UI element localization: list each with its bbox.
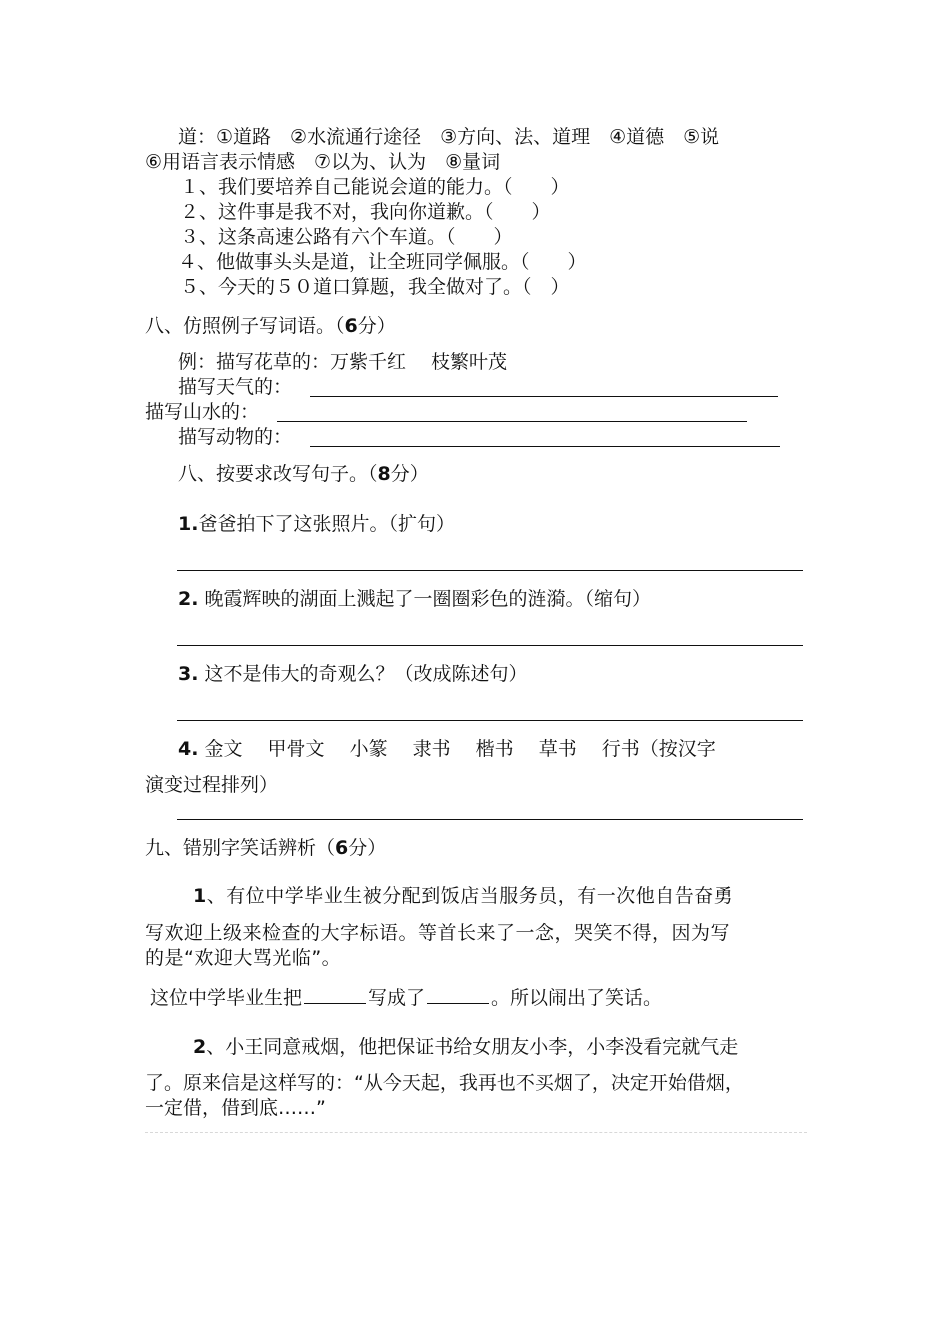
- answer-line-weather[interactable]: [310, 396, 778, 397]
- dao-item-1: １、我们要培养自己能说会道的能力。（ ）: [180, 176, 570, 198]
- question-2: 2. 晚霞辉映的湖面上溅起了一圈圈彩色的涟漪。（缩句）: [178, 588, 651, 610]
- joke-2-line3: 一定借，借到底……”: [145, 1097, 326, 1119]
- section-8b-title: 八、按要求改写句子。（8分）: [178, 463, 429, 485]
- dao-item-2: ２、这件事是我不对，我向你道歉。（ ）: [180, 201, 551, 223]
- joke-1-line1: 1、有位中学毕业生被分配到饭店当服务员，有一次他自告奋勇: [193, 885, 734, 907]
- answer-line-landscape[interactable]: [277, 421, 747, 422]
- answer-line-q3[interactable]: [177, 720, 803, 721]
- dao-item-5: ５、今天的５０道口算题，我全做对了。（ ）: [180, 276, 570, 298]
- answer-line-q2[interactable]: [177, 645, 803, 646]
- joke-1-line3: 的是“欢迎大骂光临”。: [145, 947, 342, 969]
- joke-1-line2: 写欢迎上级来检查的大字标语。等首长来了一念，哭笑不得，因为写: [145, 922, 731, 944]
- page-divider: [145, 1132, 807, 1133]
- prompt-weather: 描写天气的：: [178, 376, 293, 398]
- dao-definitions-line2: ⑥用语言表示情感 ⑦以为、认为 ⑧量词: [145, 151, 501, 173]
- answer-line-animals[interactable]: [310, 446, 780, 447]
- prompt-landscape: 描写山水的：: [145, 401, 260, 423]
- answer-line-q4[interactable]: [177, 819, 803, 820]
- section-8a-example: 例：描写花草的：万紫千红 枝繁叶茂: [178, 351, 508, 373]
- answer-line-q1[interactable]: [177, 570, 803, 571]
- question-4-continued: 演变过程排列）: [145, 774, 279, 796]
- section-9-title: 九、错别字笑话辨析（6分）: [145, 837, 387, 859]
- dao-definitions-line1: 道：①道路 ②水流通行途径 ③方向、法、道理 ④道德 ⑤说: [178, 126, 720, 148]
- question-3: 3. 这不是伟大的奇观么？（改成陈述句）: [178, 663, 528, 685]
- dao-item-4: ４、他做事头头是道，让全班同学佩服。（ ）: [178, 251, 587, 273]
- blank-correct-char[interactable]: [427, 985, 489, 1004]
- blank-wrong-char[interactable]: [304, 985, 366, 1004]
- joke-1-fill-sentence: 这位中学毕业生把 写成了 。所以闹出了笑话。: [150, 987, 663, 1009]
- dao-item-3: ３、这条高速公路有六个车道。（ ）: [180, 226, 513, 248]
- question-1: 1.爸爸拍下了这张照片。（扩句）: [178, 513, 455, 535]
- prompt-animals: 描写动物的：: [178, 426, 293, 448]
- joke-2-line1: 2、小王同意戒烟，他把保证书给女朋友小李，小李没看完就气走: [193, 1036, 739, 1058]
- joke-2-line2: 了。原来信是这样写的：“从今天起，我再也不买烟了，决定开始借烟，: [145, 1072, 744, 1094]
- section-8a-title: 八、仿照例子写词语。（6分）: [145, 315, 396, 337]
- question-4: 4. 金文 甲骨文 小篆 隶书 楷书 草书 行书（按汉字: [178, 738, 716, 760]
